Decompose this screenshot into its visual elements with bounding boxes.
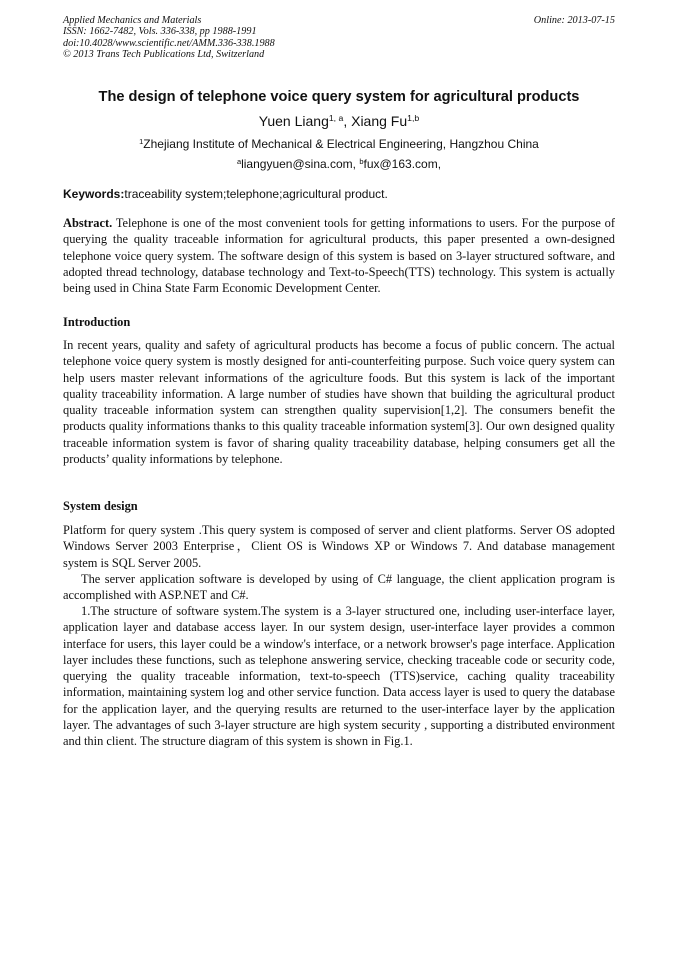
system-design-p2: The server application software is developed by using of C# language, the client application program is accomplished with ASP.NET and C#. (63, 572, 615, 603)
author-2-sup: 1,b (407, 113, 420, 124)
system-design-p3: 1.The structure of software system.The system is a 3-layer structured one, including user-interface layer, application layer and database access layer. In our system design, user-interface layer provides a common interface for users, this layer could be a window's interface, or a network browser's page interface. Application layer includes these functions, such as telephone answering service, checking traceable code or security code, querying the quality traceable information, text-to-speech (TTS)service, caching quality traceability information, maintaining system log and other service function. Data access layer is used to query the database for the application layer, and the querying results are returned to the user-interface layer by the application layer. The advantages of such 3-layer structure are high system security , supporting a distributed environment and thin client. The structure diagram of this system is shown in Fig.1. (63, 604, 615, 749)
author-1-name: Yuen Liang (258, 113, 329, 129)
author-2-name: Xiang Fu (351, 113, 408, 129)
keywords (63, 187, 615, 201)
affiliation (0, 137, 678, 151)
introduction-text: In recent years, quality and safety of agricultural products has become a focus of public concern. The actual telephone voice query system is mostly designed for anti-counterfeiting purpose. Such voice query system can help users master relevant informations of the agriculture foods. But this system is lack of the important quality traceability information. A large number of studies have shown that building the agricultural product quality traceable information system can strengthen quality supervision[1,2]. The consumers benefit the products quality informations thanks to this quality traceable information system[3]. Our own designed quality traceable information system is favor of sharing quality traceability database, helping consumers get all the products’ quality informations by telephone. (63, 338, 615, 467)
abstract (63, 215, 615, 296)
email-line (0, 157, 678, 171)
author-1-sup: 1, a (328, 113, 344, 124)
abstract-label: Abstract. (63, 216, 113, 230)
keywords-label: Keywords: (63, 187, 125, 201)
journal-doi: doi:10.4028/www.scientific.net/AMM.336-338.1988 (63, 37, 275, 49)
system-design-heading: System design (63, 499, 138, 513)
email-a: liangyuen@sina.com, (241, 157, 360, 171)
author-separator: , (343, 113, 352, 129)
journal-name: Applied Mechanics and Materials (63, 15, 202, 26)
author-line (0, 113, 678, 129)
email-a-sup: a (236, 156, 242, 166)
email-b: fux@163.com, (363, 157, 442, 171)
journal-copyright: © 2013 Trans Tech Publications Ltd, Switzerland (63, 48, 265, 60)
system-design-p1: Platform for query system .This query system is composed of server and client platforms. Server OS adopted Windows Server 2003 Enterprise，Client OS is Windows XP or Windows 7. And database management system is SQL Server 2005. (63, 523, 615, 570)
online-date: Online: 2013-07-15 (533, 15, 615, 26)
affiliation-text: Zhejiang Institute of Mechanical & Electrical Engineering, Hangzhou China (143, 137, 539, 151)
keywords-text: traceability system;telephone;agricultural product. (124, 187, 388, 201)
introduction-heading: Introduction (63, 315, 131, 329)
email-b-sup: b (359, 156, 364, 166)
paper-title: The design of telephone voice query system for agricultural products (98, 89, 580, 105)
journal-header (63, 15, 615, 60)
affiliation-sup: 1 (139, 136, 144, 146)
abstract-text: Telephone is one of the most convenient tools for getting informations to users. For the purpose of querying the quality traceable information for agricultural products, this paper presented a own-designed telephone voice query system. The software design of this system is based on 3-layer structured software, and adopted thread technology, database technology and Text-to-Speech(TTS) technology. This system is actually being used in China State Farm Economic Development Center. (63, 216, 615, 296)
journal-issn: ISSN: 1662-7482, Vols. 336-338, pp 1988-1991 (63, 26, 257, 38)
